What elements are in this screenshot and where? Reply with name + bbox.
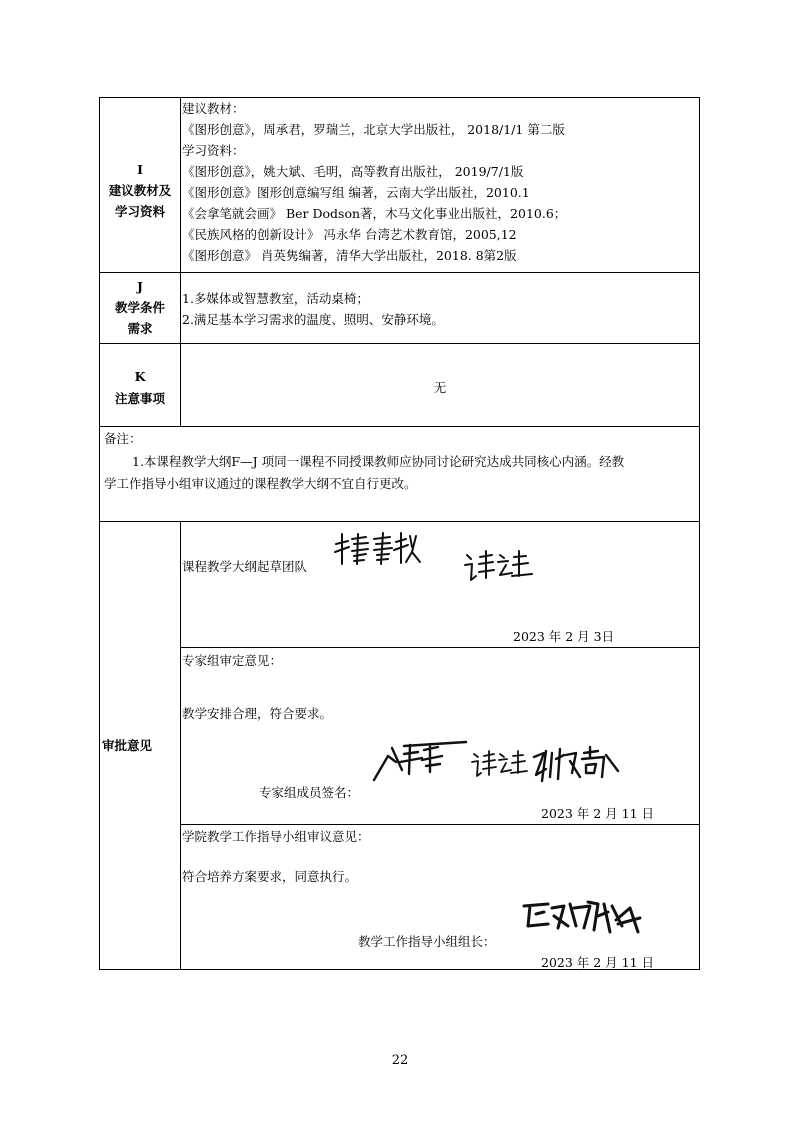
section-i-line-7: 《民族风格的创新设计》 冯永华 台湾艺术教育馆，2005,12 [182,227,517,242]
section-j-line-2: 2.满足基本学习需求的温度、照明、安静环境。 [182,312,444,327]
remarks-label: 备注： [104,431,142,446]
section-j-title-line1: 教学条件 [114,300,165,315]
section-j-title-line2: 需求 [127,321,153,336]
row-divider-4 [99,521,700,522]
expert-opinion: 教学安排合理，符合要求。 [182,706,333,721]
college-opinion: 符合培养方案要求，同意执行。 [182,869,358,884]
row-divider-5 [180,647,700,648]
section-i-line-6: 《会拿笔就会画》 Ber Dodson著，木马文化事业出版社，2010.6； [182,206,567,221]
remarks-line-1: 1.本课程教学大纲F—J 项同一课程不同授课教师应协同讨论研究达成共同核心内涵。经教 [132,454,625,469]
college-date: 2023 年 2 月 11 日 [541,955,655,970]
section-j-code: J [137,279,143,294]
signature-expert-3 [528,743,623,788]
page-number: 22 [391,1053,409,1068]
college-title: 学院教学工作指导小组审议意见： [182,829,370,844]
row-divider-6 [180,824,700,825]
drafting-team-label: 课程教学大纲起草团队 [182,559,308,574]
section-i-line-2: 《图形创意》，周承君，罗瑞兰，北京大学出版社， 2018/1/1 第二版 [182,122,565,137]
approval-label: 审批意见 [102,738,153,753]
section-i-line-3: 学习资料： [182,143,245,158]
remarks-line-2: 学工作指导小组审议通过的课程教学大纲不宜自行更改。 [104,476,417,491]
row-divider-3 [99,426,700,427]
signature-drafter-1 [332,530,422,575]
expert-sign-label: 专家组成员签名： [259,785,360,800]
signature-expert-2 [470,748,530,784]
section-i-line-5: 《图形创意》图形创意编写组 编著，云南大学出版社，2010.1 [182,185,530,200]
column-divider-lower [180,521,181,970]
college-sign-label: 教学工作指导小组组长： [358,934,496,949]
section-i-line-1: 建议教材： [182,101,245,116]
section-k-title: 注意事项 [114,391,165,406]
section-i-title-line1: 建议教材及 [108,183,172,198]
row-divider-1 [99,272,700,273]
signature-drafter-2 [462,548,542,588]
section-i-line-4: 《图形创意》，姚大斌、毛明，高等教育出版社， 2019/7/1版 [182,164,524,179]
signature-college-leader [518,896,643,941]
expert-date: 2023 年 2 月 11 日 [541,806,655,821]
expert-title: 专家组审定意见： [182,653,283,668]
drafting-date: 2023 年 2 月 3日 [513,629,615,644]
table-border-left [99,97,100,970]
section-j-line-1: 1.多媒体或智慧教室，活动桌椅； [182,291,369,306]
section-k-code: K [134,369,146,384]
section-i-title-line2: 学习资料 [114,204,165,219]
signature-expert-1 [370,740,470,785]
table-border-right [699,97,700,970]
row-divider-2 [99,343,700,344]
section-k-content: 无 [433,380,447,395]
section-i-code: I [137,162,143,177]
section-i-line-8: 《图形创意》 肖英隽编著，清华大学出版社，2018. 8第2版 [182,248,517,263]
